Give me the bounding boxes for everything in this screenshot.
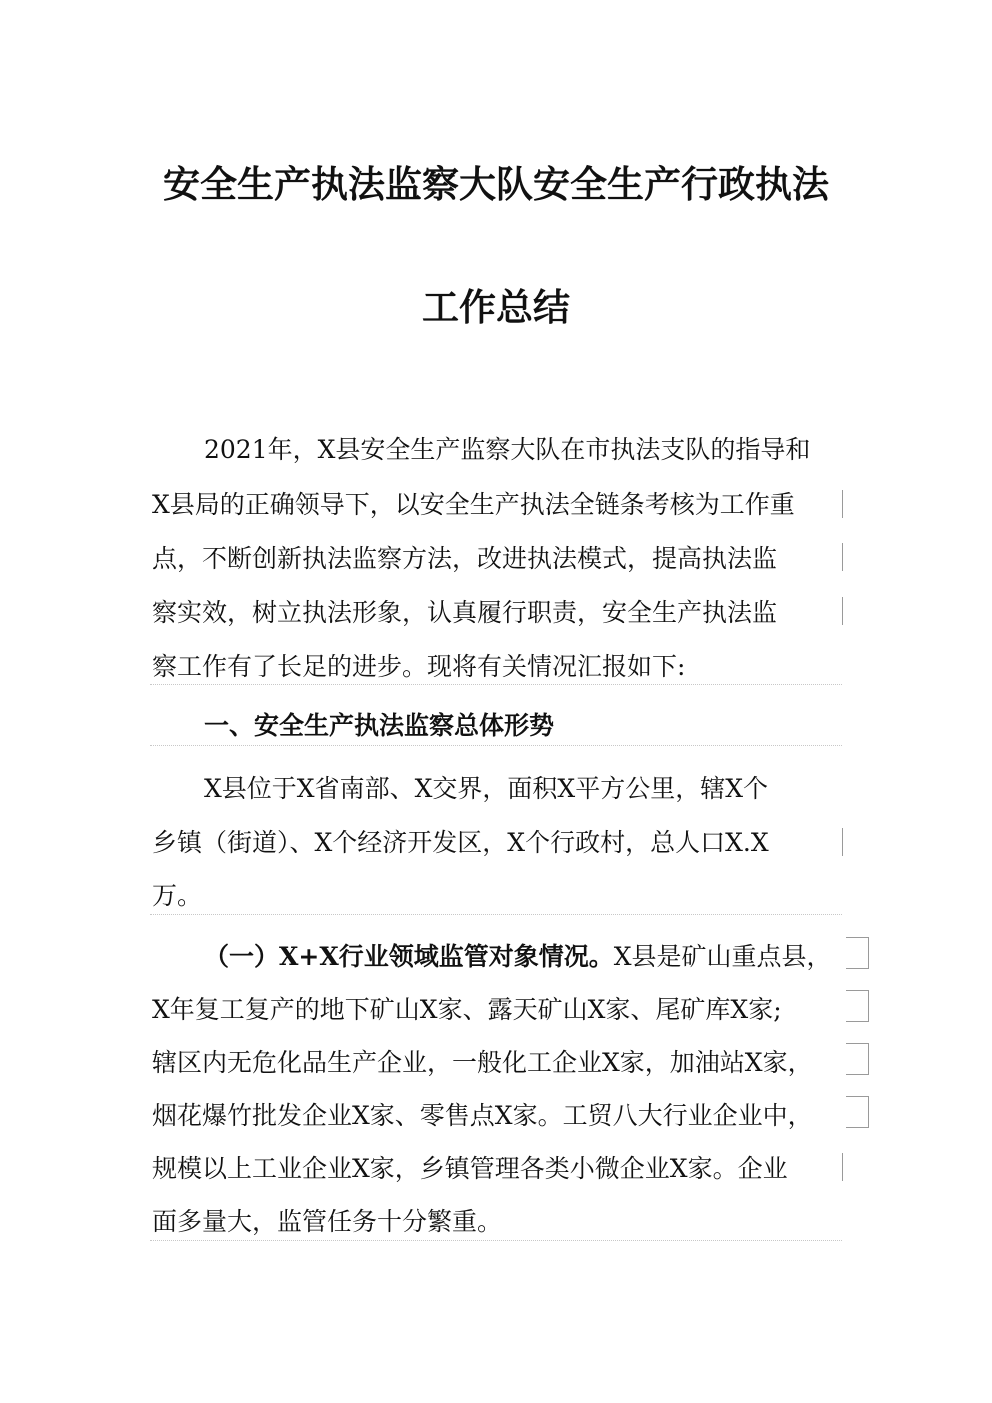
section-paragraph-line: 万。 [152,881,203,910]
intro-line: 察实效，树立执法形象，认真履行职责，安全生产执法监 [152,598,778,627]
subsection-line: X年复工复产的地下矿山X家、露天矿山X家、尾矿库X家; [152,995,782,1024]
intro-line: 2021年，X县安全生产监察大队在市执法支队的指导和 [204,435,811,464]
subsection-line: 规模以上工业企业X家，乡镇管理各类小微企业X家。企业 [152,1154,788,1183]
margin-marker [842,543,843,571]
paragraph-divider [150,914,842,915]
margin-marker [842,828,843,856]
margin-marker [846,990,869,1022]
margin-marker [842,597,843,625]
subsection-text: X县是矿山重点县， [613,942,832,971]
subsection-line: 面多量大，监管任务十分繁重。 [152,1207,503,1236]
margin-marker [842,490,843,518]
section-paragraph-line: 乡镇（街道）、X个经济开发区，X个行政村，总人口X.X [152,828,769,857]
margin-marker [846,937,869,969]
subsection-first-line [204,941,832,973]
paragraph-divider [150,745,842,746]
document-title-line-2: 工作总结 [422,285,570,329]
paragraph-divider [150,684,842,685]
margin-marker [846,1096,869,1128]
intro-line: X县局的正确领导下，以安全生产执法全链条考核为工作重 [152,490,795,519]
paragraph-divider [150,1240,842,1241]
margin-marker [846,1043,869,1075]
subsection-line: 烟花爆竹批发企业X家、零售点X家。工贸八大行业企业中， [152,1101,813,1130]
subsection-line: 辖区内无危化品生产企业，一般化工企业X家，加油站X家， [152,1048,813,1077]
intro-line: 察工作有了长足的进步。现将有关情况汇报如下: [152,652,686,681]
margin-marker [842,1153,843,1181]
section-heading: 一、安全生产执法监察总体形势 [204,711,555,740]
section-paragraph-line: X县位于X省南部、X交界，面积X平方公里，辖X个 [204,774,768,803]
subsection-heading: （一）X+X行业领域监管对象情况。 [204,942,614,971]
document-title-line-1: 安全生产执法监察大队安全生产行政执法 [163,162,829,206]
intro-line: 点，不断创新执法监察方法，改进执法模式，提高执法监 [152,544,778,573]
